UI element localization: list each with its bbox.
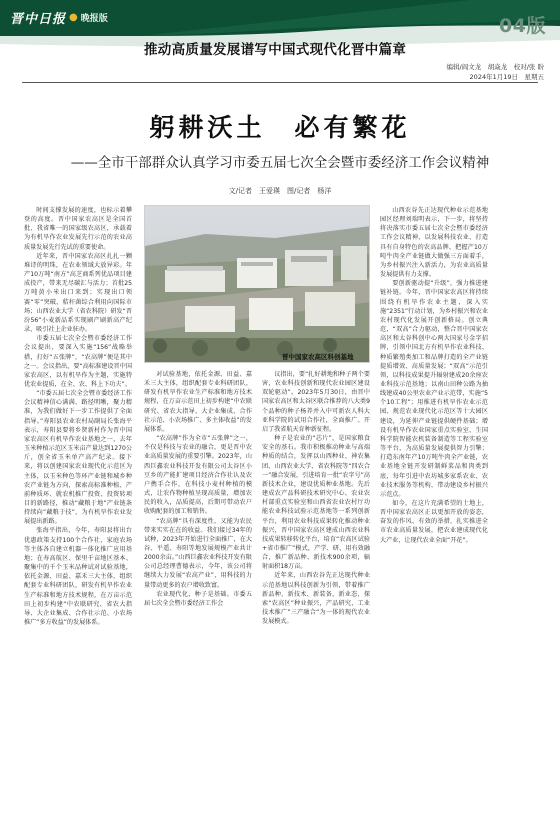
paragraph: 议指出，要“扎好耕地和种子两个要害，农业科技创新和现代农业园区建设双轮驱动”。2023年5月30日，由晋中国家农高区和太谷区联合推荐的八大类9个品种的种子杨养并入中可新农人科大亚科学院的试用合作社，全面推广。开启了我省航天育种新征程。 bbox=[262, 371, 370, 433]
section-title: 推动高质量发展谱写中国式现代化晋中篇章 bbox=[144, 42, 407, 58]
paragraph: 山西农谷先正达现代种业示范基地园区经理刘瑞明表示，下一步，将坚持将决落实市委五届七次全会暨市委经济工作会议精神，以发展科技农业、打造具有自身特色的农高品牌、把握产10万吨牛肉全产业链做大做强三方面着手，为乡村振兴注入新活力，为农业高质量发展提供有力支撑。 bbox=[380, 207, 488, 279]
photo-caption: 晋中国家农高区科创基地 bbox=[282, 353, 354, 361]
logo-edition: 晚报版 bbox=[80, 14, 108, 24]
paragraph: 近年来，山西农谷先正达现代种业示范基地以科技创新为引领，带着推广新品种、新技术、新装备、新业态，探索“农高区”种业振兴，产品研究，工业技术推广”三产融合“为一体的现代农业发展模式。 bbox=[262, 572, 370, 626]
issue-date: 2024年1月19日 星期五 bbox=[469, 73, 544, 81]
header-divider bbox=[22, 82, 538, 83]
page-number: 04版 bbox=[499, 15, 546, 37]
paragraph: 要创新驱动提“升级”，强力推进建链补链。今年，晋中国家农高区将持续围绕有机旱作农业主题，深入实施“2351”行动计划，为乡村振兴和农业农村现代化发展开创新格局。创立典范，“双高”合力驱动，整合晋中国家农高区和太谷科创中心两大国家号金字招牌，引领中国北方有机旱作农业科技、种质繁殖类加工和品牌打造的全产业链提质增效、高质量发展；“双高”示范引领，以科技成果提升辐射建成20余座农业科技示范基地；以南山田种公路为抽线建成40公里农业产业示范带，实施“5个10工程”；用推进有机旱作农业示范园、规范农业现代化示范区等十大园区建设，为延伸产业链提供硬件基础；增设有机旱作农业国家重点实验室、生国科学院智能农机装备制造等工程实验室等平台，为高质量发展提供智力引擎；打造东南年产10万吨牛肉全产业链，农业基地全链开发研制鲜菜品和肉类到底，每年引进中农坊城多家系农业、农业技术服务等机构，带动建设乡村振兴示范点。 bbox=[380, 280, 488, 498]
paragraph: 近年来，晋中国家农高区扎扎一颗堆诗的明珠，在农业领域大放异彩。年产10万吨“南方”高芝商系列优品项目建成投产，带来无尽碳汇与活力；首批25万吨黄小米出口来到；实现出口领赛“零”突破，秸秆菌综合利用向国际市场；山西农业大学（省农科院）研发“晋汾56”小麦新品系实现刷产刷新高产纪录，吸引社上企业驻办。 bbox=[24, 252, 132, 334]
article-column-1 bbox=[24, 206, 132, 791]
paragraph: 时间支撑发展的速度，也标示着攀登的高度。晋中国家农高区是全国首批、我省唯一的国家级农高区，承载着为有机旱作农业发展先行示范的农业高质量发展先行先试的重要使命。 bbox=[24, 207, 132, 251]
paragraph: “农高牌”具有深度性，又能为农民带来实实在在的收益。我们接过34年的试种，2023年开始进行全面推广，在大谷、平遥、寿阳等地发展规模产业共计2000余亩。”山西巨鑫农业科技开发有限公司总经理曹德表示，今年，该公司将继续大力发展“农高产业”，用科技的力量带动更多的农户增收致富。 bbox=[144, 517, 252, 589]
masthead bbox=[0, 0, 560, 64]
article-column-4 bbox=[380, 206, 488, 791]
paragraph: 张海平指出，今年，寿阳县将出台优惠政策支持100个合作社，家庭农场等主体各自建立机器一体化推广应用基地；在寿高航区、保里千亩地区基本、聚集中的千个玉米品种试对试验基地，依托金源、田益、嘉禾三大主体，组织配套专业科研团队，研发有机旱作农业生产标准和地方技术规程，在万亩示范田上初步构建“中农联研究、省农大指导、大企业集成、合作社示范、小农场推广”多方收益”的发展体系。 bbox=[24, 527, 132, 627]
editor-credits: 编辑/阎文龙 胡焱龙 校对/张 盼 bbox=[446, 63, 544, 71]
aerial-campus-photo bbox=[145, 206, 370, 363]
article-column-3 bbox=[262, 370, 370, 790]
paragraph: 如今，在这片充满希望的土地上，晋中国家农高区正以更加开放的姿态，奋发的作风、有效的举措，扎实推进全市农业高质量发展，把农业建成现代化大产业，让现代农业全面“开花”。 bbox=[380, 500, 488, 544]
article-photo bbox=[144, 205, 370, 363]
article-subtitle: ——全市干部群众认真学习市委五届七次全会暨市委经济工作会议精神 bbox=[70, 155, 490, 171]
paragraph: “市委五届七次全会暨市委经济工作会议精神信心满满、路径明晰，聚力精准，为我们做好下一步工作提供了全面指导。”寿阳县农业农村局副局长张海平表示，寿阳县要将乡贤新村作为晋中国家农高区有机旱作农业基地之一，去年玉米种植示范区玉米亩产量达到1270公斤，创全省玉米单产高产纪录。接下来，将以创建国家农业现代化示范区为主体，以玉米种色等环产业链和城乡种农产业链为方向，探索高标准种植、产前种质环、就农机推广投资、投资转项目的新路径，推动“藏粮于地”产业链条持续向“藏粮于技”，为有机旱作农业发展提出新路。 bbox=[24, 390, 132, 526]
paragraph: 对试验基地，依托金源、田益、嘉禾三大主体，组织配套专业科研团队，研发有机旱作农业生产标准和地方技术规程，在万亩示范田上初步构建“中农联研究、省农大指导、大企业集成、合作社示范、小农场推广、多主体收益”的发展体系。 bbox=[144, 371, 252, 433]
paragraph: 市委五届七次全会暨市委经济工作会议提出，要深入实施“156”战略举措，打好“五张牌”，“农高牌”便是其中之一。会议指出，要“高标准建设晋中国家农高区，以有机旱作为主题，实施特优农业提质，在全、农、科上下功夫”。 bbox=[24, 335, 132, 388]
article-headline: 躬耕沃土 必有繁花 bbox=[149, 113, 411, 142]
article-byline: 文/记者 王爱瑛 图/记者 杨洋 bbox=[228, 187, 332, 195]
logo-name: 晋中日报 bbox=[10, 12, 67, 27]
paragraph: 种子是农业的“芯片”，是国家粮食安全的基石。我市积极推动种业与高端种质的结合，发挥以山西种业、神农集团、山西农业大学、省农科院等“四农合一”融合发展，引进培育一批“农字号”高新技术企业，建设优质种业基地。先后建成农产品科研技术研究中心、农业农村部重点实验室和山西省农业农村厅功能农业科技试验示范基地等一系列创新平台，利用农业科技成果转化推动种业振兴，晋中国家农高区建成山西农业科技成果转移转化平台，培育“农高区试验+省市推广”模式，产学、研、用有效融合，推广新品种、新技术900余项，辐射面积18万亩。 bbox=[262, 435, 370, 571]
paragraph: “农高牌”作为全市“五张牌”之一，不仅是科技与农业的融合，更是晋中农业高质量发展的重要引擎。2023年，山西巨鑫农业科技开发有限公司太谷区小豆乡的产能扩建项目经济合作社认及农户携手合作，在科技小麦村种植的模式，让农作物种植呈现高质量，增加农民的收入，品质提高，后期可带动农户收购配套的加工和销售。 bbox=[144, 435, 252, 516]
logo-dot-icon: ● bbox=[69, 12, 78, 23]
newspaper-logo bbox=[10, 8, 108, 27]
article-column-2 bbox=[144, 370, 252, 790]
paragraph: 农业现代化，种子是基础。市委五届七次全会暨市委经济工作会 bbox=[144, 590, 252, 607]
